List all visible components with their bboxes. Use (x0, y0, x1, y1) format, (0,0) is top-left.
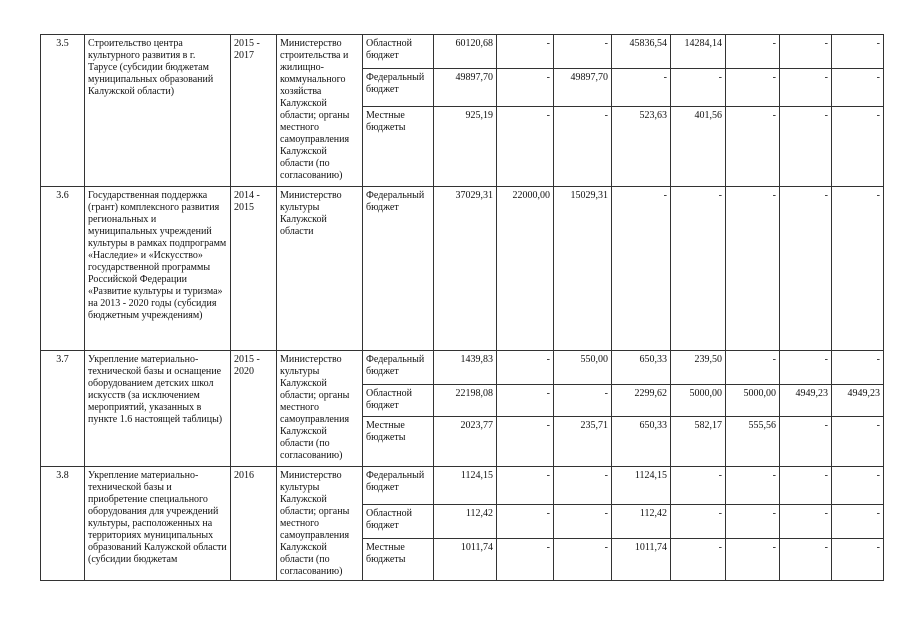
amount-cell: - (726, 107, 780, 187)
amount-cell: 1011,74 (434, 539, 497, 581)
amount-cell: 22198,08 (434, 385, 497, 417)
amount-cell: - (780, 35, 832, 69)
amount-cell: - (726, 69, 780, 107)
item-number: 3.8 (41, 467, 85, 581)
amount-cell: 239,50 (671, 351, 726, 385)
amount-cell: 555,56 (726, 417, 780, 467)
funding-source: Областной бюджет (363, 385, 434, 417)
amount-cell: - (554, 107, 612, 187)
funding-source: Местные бюджеты (363, 107, 434, 187)
amount-cell: - (554, 539, 612, 581)
amount-cell: - (612, 69, 671, 107)
amount-cell: 22000,00 (497, 187, 554, 351)
amount-cell: - (671, 505, 726, 539)
amount-cell: 401,56 (671, 107, 726, 187)
amount-cell: - (832, 35, 884, 69)
amount-cell: 60120,68 (434, 35, 497, 69)
amount-cell: - (726, 351, 780, 385)
amount-cell: - (832, 417, 884, 467)
amount-cell: - (497, 351, 554, 385)
amount-cell: - (726, 467, 780, 505)
amount-cell: - (497, 385, 554, 417)
amount-cell: - (554, 467, 612, 505)
amount-cell: - (832, 467, 884, 505)
amount-cell: 650,33 (612, 351, 671, 385)
amount-cell: 650,33 (612, 417, 671, 467)
funding-source: Областной бюджет (363, 35, 434, 69)
amount-cell: 2299,62 (612, 385, 671, 417)
amount-cell: 49897,70 (554, 69, 612, 107)
table-row (41, 187, 884, 351)
funding-source: Федеральный бюджет (363, 69, 434, 107)
amount-cell: - (832, 539, 884, 581)
amount-cell: 582,17 (671, 417, 726, 467)
funding-source: Местные бюджеты (363, 539, 434, 581)
funding-source: Областной бюджет (363, 505, 434, 539)
amount-cell: 112,42 (612, 505, 671, 539)
item-number: 3.5 (41, 35, 85, 187)
table-row (41, 351, 884, 385)
table-row (41, 35, 884, 69)
item-number: 3.6 (41, 187, 85, 351)
amount-cell: 4949,23 (832, 385, 884, 417)
funding-source: Федеральный бюджет (363, 187, 434, 351)
item-executor: Министерство культуры Калужской области (277, 187, 363, 351)
amount-cell: - (780, 417, 832, 467)
funding-source: Федеральный бюджет (363, 467, 434, 505)
amount-cell: 49897,70 (434, 69, 497, 107)
amount-cell: 925,19 (434, 107, 497, 187)
amount-cell: 1011,74 (612, 539, 671, 581)
amount-cell: - (726, 505, 780, 539)
amount-cell: - (497, 69, 554, 107)
amount-cell: - (497, 505, 554, 539)
amount-cell: - (832, 69, 884, 107)
amount-cell: 1439,83 (434, 351, 497, 385)
amount-cell: 37029,31 (434, 187, 497, 351)
amount-cell: - (554, 505, 612, 539)
amount-cell: 5000,00 (671, 385, 726, 417)
amount-cell: 14284,14 (671, 35, 726, 69)
item-name: Государственная поддержка (грант) комплексного развития региональных и муниципальных учреждений культуры в рамках подпрограмм «Наследие» и «Искусство» государственной программы Российской Федерации «Развитие культуры и туризма» на 2013 - 2020 годы (субсидия бюджетным учреждениям) (85, 187, 231, 351)
amount-cell: 112,42 (434, 505, 497, 539)
funding-source: Федеральный бюджет (363, 351, 434, 385)
amount-cell: - (671, 69, 726, 107)
amount-cell: - (832, 351, 884, 385)
amount-cell: - (832, 187, 884, 351)
funding-source: Местные бюджеты (363, 417, 434, 467)
amount-cell: - (780, 107, 832, 187)
amount-cell: 2023,77 (434, 417, 497, 467)
amount-cell: 5000,00 (726, 385, 780, 417)
amount-cell: - (832, 107, 884, 187)
amount-cell: 15029,31 (554, 187, 612, 351)
amount-cell: - (780, 505, 832, 539)
item-name: Укрепление материально-технической базы и приобретение специального оборудования для учреждений культуры, расположенных на территориях муниципальных образований Калужской области (субсидии бюджетам (85, 467, 231, 581)
item-executor: Министерство строительства и жилищно-коммунального хозяйства Калужской области; органы местного самоуправления Калужской области (по согласованию) (277, 35, 363, 187)
table-row (41, 467, 884, 505)
item-period: 2015 - 2017 (231, 35, 277, 187)
amount-cell: - (671, 539, 726, 581)
amount-cell: - (780, 467, 832, 505)
item-number: 3.7 (41, 351, 85, 467)
amount-cell: - (780, 539, 832, 581)
amount-cell: - (780, 351, 832, 385)
amount-cell: - (497, 35, 554, 69)
table-body (41, 35, 884, 581)
amount-cell: 1124,15 (612, 467, 671, 505)
item-executor: Министерство культуры Калужской области; органы местного самоуправления Калужской области (по согласованию) (277, 351, 363, 467)
amount-cell: - (726, 187, 780, 351)
amount-cell: - (554, 35, 612, 69)
amount-cell: - (671, 467, 726, 505)
amount-cell: - (726, 539, 780, 581)
amount-cell: - (832, 505, 884, 539)
amount-cell: - (780, 187, 832, 351)
item-period: 2016 (231, 467, 277, 581)
item-name: Укрепление материально-технической базы и оснащение оборудованием детских школ искусств (за исключением мероприятий, указанных в пункте 1.6 настоящей таблицы) (85, 351, 231, 467)
amount-cell: 550,00 (554, 351, 612, 385)
amount-cell: 235,71 (554, 417, 612, 467)
amount-cell: - (497, 417, 554, 467)
amount-cell: 1124,15 (434, 467, 497, 505)
item-period: 2014 - 2015 (231, 187, 277, 351)
amount-cell: - (497, 539, 554, 581)
amount-cell: - (780, 69, 832, 107)
amount-cell: - (612, 187, 671, 351)
amount-cell: - (671, 187, 726, 351)
amount-cell: 523,63 (612, 107, 671, 187)
amount-cell: - (726, 35, 780, 69)
amount-cell: - (554, 385, 612, 417)
budget-table (40, 34, 884, 581)
amount-cell: 45836,54 (612, 35, 671, 69)
amount-cell: - (497, 467, 554, 505)
amount-cell: 4949,23 (780, 385, 832, 417)
amount-cell: - (497, 107, 554, 187)
item-name: Строительство центра культурного развития в г. Тарусе (субсидии бюджетам муниципальных образований Калужской области) (85, 35, 231, 187)
item-period: 2015 - 2020 (231, 351, 277, 467)
item-executor: Министерство культуры Калужской области; органы местного самоуправления Калужской области (по согласованию) (277, 467, 363, 581)
